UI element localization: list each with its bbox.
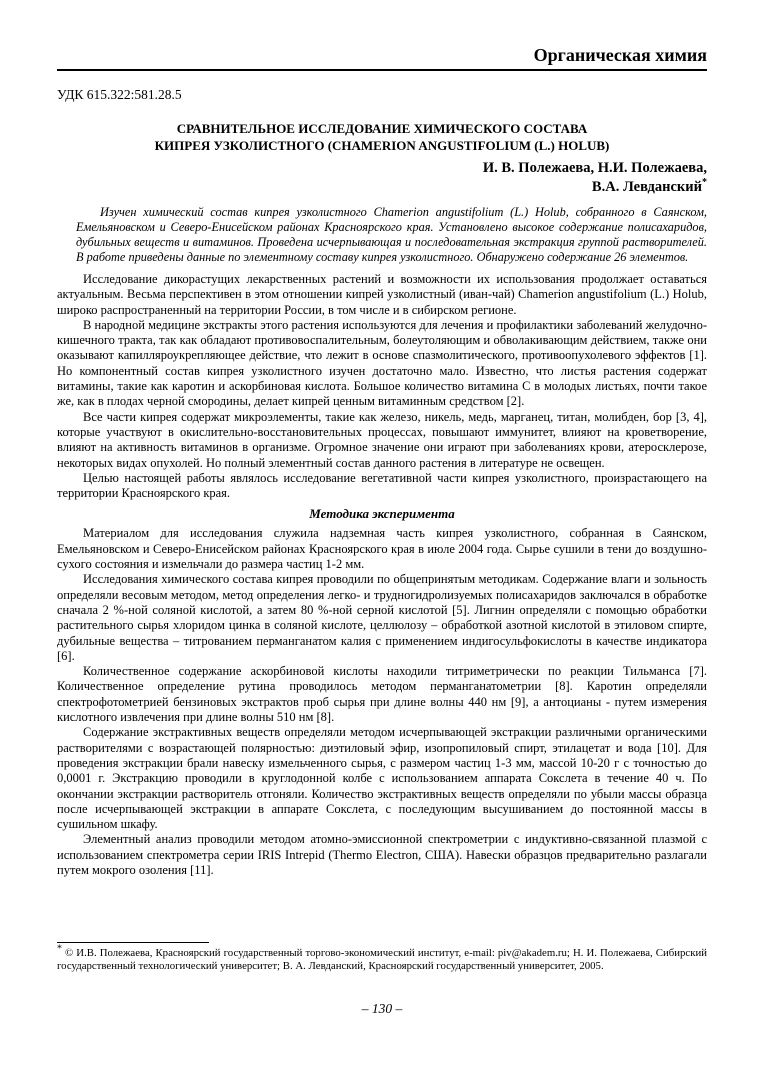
intro-paragraph: Целью настоящей работы являлось исследование вегетативной части кипрея узколистного, произрастающего на территории Красноярского края. xyxy=(57,470,707,501)
abstract: Изучен химический состав кипрея узколистного Chamerion angustifolium (L.) Holub, собранного в Саянском, Емельяновском и Северо-Енисейском районах Красноярского края. Установлено высокое содержание полисахаридов, дубильных веществ и витаминов. Проведена исчерпывающая и последовательная экстракция группой растворителей. В работе приведены данные по элементному составу кипрея узколистного. Обнаружено содержание 26 элементов. xyxy=(76,205,707,264)
methods-paragraph: Исследования химического состава кипрея проводили по общепринятым методикам. Содержание влаги и зольность определяли весовым методом, метод определения легко- и трудногидролизуемых полисахаридов заключался в обработке сначала 2 %-ной соляной кислотой, а затем 80 %-ной серной кислотой [5]. Лигнин определяли с помощью обработки растительного сырья хлоридом цинка в соляной кислоте, целлюлозу – обработкой азотной кислотой в этиловом спирте, дубильные вещества – титрованием перманганатом калия с применением индигосульфокислоты в качестве индикатора [6]. xyxy=(57,572,707,663)
intro-paragraph: Все части кипрея содержат микроэлементы, такие как железо, никель, медь, марганец, титан, молибден, бор [3, 4], которые участвуют в окислительно-восстановительных процессах, повышают иммунитет, влияют на кроветворение, влияют на активность витаминов в организме. Огромное значение они играют при заболеваниях крови, атеросклерозе, некоторых видах опухолей. Но полный элементный состав данного растения в литературе не освещен. xyxy=(57,409,707,470)
article-authors xyxy=(57,159,707,197)
author-name: В.А. Левданский xyxy=(591,179,702,195)
header-rule xyxy=(57,69,707,71)
udc-number: УДК 615.322:581.28.5 xyxy=(57,87,182,102)
footnote-marker: * xyxy=(57,943,62,955)
footnote-text xyxy=(57,943,707,974)
article-title-line2: КИПРЕЯ УЗКОЛИСТНОГО (CHAMERION ANGUSTIFOLIUM (L.) HOLUB) xyxy=(154,138,610,153)
article-title-line1: СРАВНИТЕЛЬНОЕ ИССЛЕДОВАНИЕ ХИМИЧЕСКОГО СОСТАВА xyxy=(176,121,588,136)
footnote xyxy=(57,942,707,974)
page-header xyxy=(57,44,707,71)
journal-section-title: Органическая химия xyxy=(533,45,707,65)
methods-paragraph: Материалом для исследования служила надземная часть кипрея узколистного, собранная в Саянском, Емельяновском и Северо-Енисейском районах Красноярского края в июле 2004 года. Сырье сушили в тени до воздушно-сухого состояния и измельчали до размера частиц 1-2 мм. xyxy=(57,526,707,572)
methods-paragraph: Содержание экстрактивных веществ определяли методом исчерпывающей экстракции различными органическими растворителями с возрастающей полярностью: диэтиловый эфир, изопропиловый спирт, этилацетат и вода [10]. Для проведения экстракции брали навеску измельченного сырья, с размером частиц 1-3 мм, массой 10-20 г с точностью до 0,0001 г. Экстракцию проводили в круглодонной колбе с использованием аппарата Сокслета в течение 40 ч. По окончании экстракции растворитель отгоняли. Количество экстрактивных веществ определяли по убыли массы образца после исчерпывающей экстракции в аппарате Сокслета, с последующим высушиванием до постоянной массы в сушильном шкафу. xyxy=(57,725,707,832)
footnote-rule xyxy=(57,942,209,943)
footnote-copyright-text: © И.В. Полежаева, Красноярский государственный торгово-экономический институт, e-mail: piv@akadem.ru; Н. И. Полежаева, Сибирский государственный технологический университет; В. А. Левданский, Красноярский государственный университет, 2005. xyxy=(57,947,707,973)
author-footnote-marker: * xyxy=(702,177,707,189)
article-title xyxy=(57,120,707,154)
article-body xyxy=(57,272,707,878)
methods-paragraph: Элементный анализ проводили методом атомно-эмиссионной спектрометрии с индуктивно-связанной плазмой с использованием спектрометра серии IRIS Intrepid (Thermo Electron, США). Навески образцов предварительно разлагали путем мокрого озоления [11]. xyxy=(57,832,707,877)
intro-paragraph: В народной медицине экстракты этого растения используются для лечения и профилактики заболеваний желудочно-кишечного тракта, так как обладают противовоспалительным, болеутоляющим и обволакивающим действием, также они оказывают капилляроукрепляющее действие, что лежит в основе спазмолитического, противоопухолевого эффектов [1]. Но компонентный состав кипрея узколистного изучен достаточно мало. Известно, что листья растения содержат витамины, такие как каротин и аскорбиновая кислота. Большое количество витамина С в молодых листьях, почти такое же, как в плодах черной смородины, делает кипрей ценным витаминным средством [2]. xyxy=(57,317,707,409)
section-heading-methods: Методика эксперимента xyxy=(309,506,455,522)
authors-line1: И. В. Полежаева, Н.И. Полежаева, xyxy=(482,160,707,176)
intro-paragraph: Исследование дикорастущих лекарственных растений и возможности их использования продолжает оставаться актуальным. Весьма перспективен в этом отношении кипрей узколистный (иван-чай) Chamerion angustifolium (L.) Holub, широко распространенный на территории России, в том числе и в сибирском регионе. xyxy=(57,272,707,317)
authors-line2 xyxy=(57,178,707,197)
methods-paragraph: Количественное содержание аскорбиновой кислоты находили титриметрически по реакции Тильманса [7]. Количественное определение рутина проводилось методом перманганатометрии [8]. Каротин определяли спектрофотометрией бензиновых экстрактов проб сырья при длине волны 440 нм [9], а антоцианы - путем измерения кислотного извлечения при длине волны 510 нм [8]. xyxy=(57,664,707,725)
page-number: – 130 – xyxy=(361,1001,403,1016)
